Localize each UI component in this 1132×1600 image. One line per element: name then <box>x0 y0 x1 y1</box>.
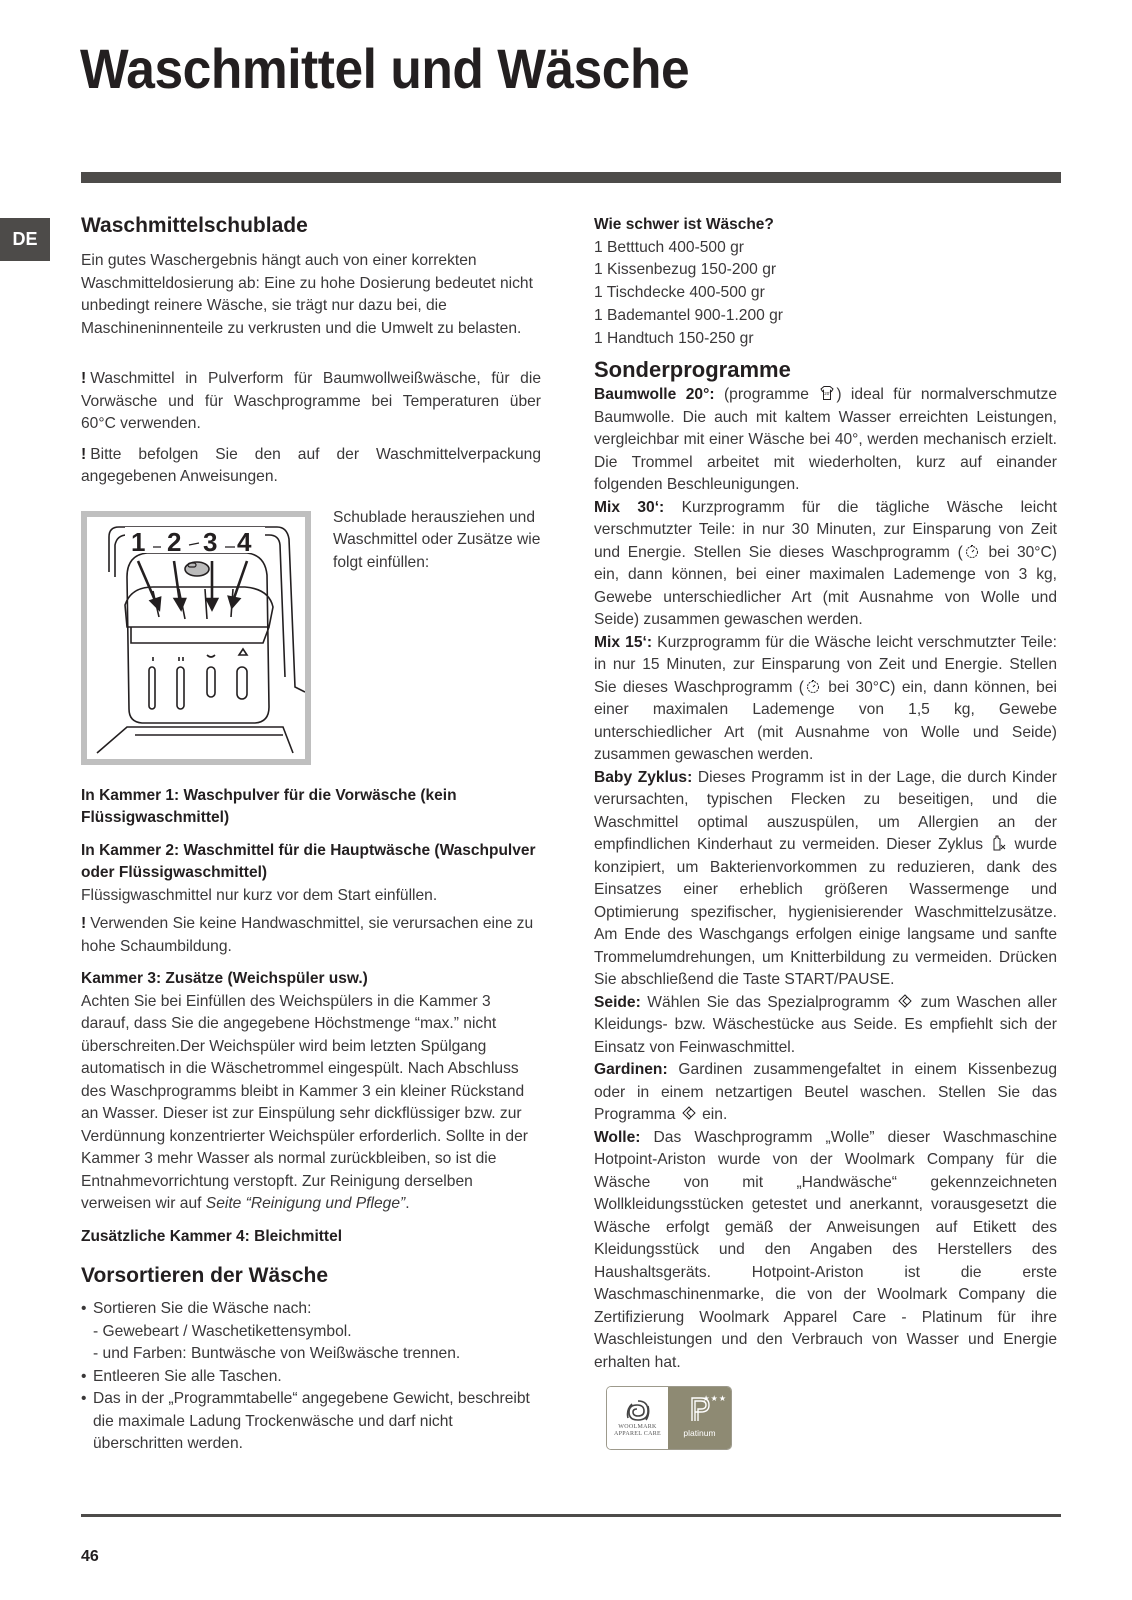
list-item: 1 Kissenbezug 150-200 gr <box>594 261 777 279</box>
compartment-label-4: 4 <box>237 526 252 557</box>
silk-icon <box>897 993 913 1009</box>
compartment-label-2: 2 <box>167 526 182 557</box>
svg-text:20°: 20° <box>824 391 832 397</box>
woolmark-brand-line-1: WOOLMARK <box>618 1424 657 1431</box>
left-column <box>81 212 541 1456</box>
program-curtains: Gardinen: Gardinen zusammengefaltet in einem Kissenbezug oder in einem netzartigen Beutel waschen. Stellen Sie das Programma ein. <box>594 1061 1057 1124</box>
program-cotton-20: Baumwolle 20°: (programme 20° ) ideal für normalverschmutze Baumwolle. Die auch mit kaltem Wasser erreichten Leistungen, vergleichbar mit einer Wäsche bei 40°, werden mechanisch erzielt. Die Trommel arbeitet mit wiederholten, kurz auf einander folgenden Beschleunigungen. <box>594 386 1057 494</box>
page-number: 46 <box>81 1548 99 1565</box>
warning-icon: ! <box>81 915 87 932</box>
warning-note-powder: ! Waschmittel in Pulverform für Baumwollweißwäsche, für die Vorwäsche und für Waschprogramme bei Temperaturen über 60°C verwenden. <box>81 370 541 432</box>
program-wool: Wolle: Das Waschprogramm „Wolle” dieser Waschmaschine Hotpoint-Ariston wurde von der Woolmark Company für die Wäsche von mit „Handwäsche“ gekennzeichneten Wollkleidungsstücken getestet und anerkannt, vorausgesetzt die Wäsche erfolgt gemäß der Anweisungen auf Etikett des Kleidungsstück und den Angaben des Herstellers des Haushaltsgeräts. Hotpoint-Ariston ist die erste Waschmaschinenmarke, die von der Woolmark Company die Zertifizierung Woolmark Apparel Care - Platinum für ihre Waschleistungen und den Verbrauch von Wasser und Energie erhalten hat. <box>594 1128 1057 1371</box>
chamber-2-heading: In Kammer 2: Waschmittel für die Hauptwäsche (Waschpulver oder Flüssigwaschmittel) <box>81 841 536 881</box>
cross-reference-link[interactable]: Seite “Reinigung und Pflege” <box>205 1195 406 1212</box>
presorting-list <box>81 1298 541 1456</box>
woolmark-brand-panel <box>607 1387 668 1449</box>
list-item: • Das in der „Programmtabelle“ angegebene Gewicht, beschreibt die maximale Ladung Trockenwäsche und darf nicht überschritten werden. <box>81 1388 541 1456</box>
rating-stars: ★★★ <box>702 1394 727 1404</box>
woolmark-icon <box>624 1398 652 1424</box>
page-title: Waschmittel und Wäsche <box>80 37 690 100</box>
program-silk: Seide: Wählen Sie das Spezialprogramm zum Waschen aller Kleidungs- bzw. Wäschestücke aus Seide. Es empfiehlt sich der Einsatz von Feinwaschmittel. <box>594 993 1057 1056</box>
top-divider <box>81 172 1061 183</box>
compartment-label-1: 1 <box>131 526 146 557</box>
list-subitem: - Gewebeart / Waschetikettensymbol. <box>93 1322 352 1340</box>
warning-icon: ! <box>81 445 87 463</box>
program-mix-15: Mix 15‘: Kurzprogramm für die Wäsche leicht verschmutzter Teile: in nur 15 Minuten, zur Einsparung von Zeit und Energie. Stellen Sie dieses Waschprogramm ( bei 30°C) ein, dann können, bei einer maximalen Lademenge von 1,5 kg, Gewebe unterschiedlicher Art (mit Ausnahme von Wolle und Seide) zusammen gewaschen werden. <box>594 633 1057 764</box>
section-heading-special-programs: Sonderprogramme <box>594 357 791 383</box>
list-item: 1 Betttuch 400-500 gr <box>594 238 744 256</box>
list-item: 1 Bademantel 900-1.200 gr <box>594 306 783 324</box>
right-column <box>594 214 1057 1450</box>
bottom-divider <box>81 1514 1061 1517</box>
list-item: 1 Handtuch 150-250 gr <box>594 329 754 347</box>
section-heading-presorting: Vorsortieren der Wäsche <box>81 1264 329 1287</box>
chamber-3-text: Achten Sie bei Einfüllen des Weichspülers in die Kammer 3 darauf, dass Sie die angegebene Höchstmenge “max.” nicht überschreiten.Der Weichspüler wird beim letzten Spülgang automatisch in die Wäschetrommel eingespült. Nach Abschluss des Waschprogramms bleibt in Kammer 3 ein kleiner Rückstand an Wasser. Dieser ist zur Einspülung sehr dickflüssiger bzw. zur Verdünnung konzentrierter Weichspüler erforderlich. Sollte in der Kammer 3 mehr Wasser als normal zurückbleiben, so ist die Entnahmevorrichtung verstopft. Zur Reinigung derselben verweisen wir auf Seite “Reinigung und Pflege”. <box>81 992 528 1212</box>
compartment-label-3: 3 <box>203 526 218 557</box>
drawer-figure-row <box>81 508 541 765</box>
program-baby-cycle: Baby Zyklus: Dieses Programm ist in der Lage, die durch Kinder verursachten, typischen Flecken zu beseitigen, und die Waschmittel optimal auszuspülen, um Allergien an der empfindlichen Kinderhaut zu vermeiden. Dieser Zyklus wurde konzipiert, um Bakterienvorkommen zu reduzieren, dank des Einsatzes einer erheblich größeren Wassermenge und Optimierung spezifischer, hygienisierender Waschmittelzusätze. Am Ende des Waschgangs erfolgen einige langsame und sanfte Trommelumdrehungen, um Knitterbildung zu vermeiden. Drücken Sie abschließend die Taste START/PAUSE. <box>594 768 1058 989</box>
woolmark-platinum-logo <box>606 1386 732 1450</box>
baby-bottle-icon <box>991 835 1007 851</box>
list-subitem: - und Farben: Buntwäsche von Weißwäsche trennen. <box>93 1345 461 1362</box>
list-item: • Sortieren Sie die Wäsche nach: - Gewebeart / Waschetikettensymbol. - und Farben: Buntwäsche von Weißwäsche trennen. <box>81 1298 541 1366</box>
chamber-2-note: Flüssigwaschmittel nur kurz vor dem Start einfüllen. <box>81 886 438 904</box>
warning-note-packaging: ! Bitte befolgen Sie den auf der Waschmittelverpackung angegebenen Anweisungen. <box>81 445 541 485</box>
chamber-4-heading: Zusätzliche Kammer 4: Bleichmittel <box>81 1227 342 1245</box>
woolmark-brand-line-2: APPAREL CARE <box>613 1431 661 1438</box>
list-item: • Entleeren Sie alle Taschen. <box>81 1366 541 1389</box>
warning-note-hand-detergent: ! Verwenden Sie keine Handwaschmittel, sie verursachen eine zu hohe Schaumbildung. <box>81 915 534 955</box>
weights-heading: Wie schwer ist Wäsche? <box>594 216 774 233</box>
cotton-20-shirt-icon <box>819 385 835 401</box>
list-item: 1 Tischdecke 400-500 gr <box>594 284 765 302</box>
program-mix-30: Mix 30‘: Kurzprogramm für die tägliche Wäsche leicht verschmutzter Teile: in nur 30 Minuten, zur Einsparung von Zeit und Energie. Stellen Sie dieses Waschprogramm ( bei 30°C) ein, dann können, bei einer maximalen Lademenge von 3 kg, Gewebe unterschiedlicher Art (mit Ausnahme von Wolle und Seide) zusammen gewaschen werden. <box>594 498 1057 629</box>
detergent-drawer-icon <box>87 517 305 759</box>
stopwatch-icon <box>805 678 821 694</box>
silk-icon <box>681 1105 697 1121</box>
platinum-panel <box>668 1387 731 1449</box>
platinum-label: platinum <box>683 1427 716 1438</box>
chamber-1-heading: In Kammer 1: Waschpulver für die Vorwäsche (kein Flüssigwaschmittel) <box>81 786 457 826</box>
chamber-3-heading: Kammer 3: Zusätze (Weichspüler usw.) <box>81 970 368 987</box>
laundry-weights-list <box>594 237 1057 351</box>
drawer-figure-caption: Schublade herausziehen und Waschmittel oder Zusätze wie folgt einfüllen: <box>333 508 541 571</box>
stopwatch-icon <box>964 543 980 559</box>
language-tab: DE <box>0 218 50 261</box>
warning-icon: ! <box>81 370 87 387</box>
section-heading-detergent-drawer: Waschmittelschublade <box>81 214 308 237</box>
detergent-drawer-illustration <box>81 511 311 765</box>
drawer-intro: Ein gutes Waschergebnis hängt auch von einer korrekten Waschmitteldosierung ab: Eine zu hohe Dosierung bedeutet nicht unbedingt reinere Wäsche, sie trägt nur dazu bei, die Maschineninnenteile zu verkrusten und die Umwelt zu belasten. <box>81 252 533 337</box>
